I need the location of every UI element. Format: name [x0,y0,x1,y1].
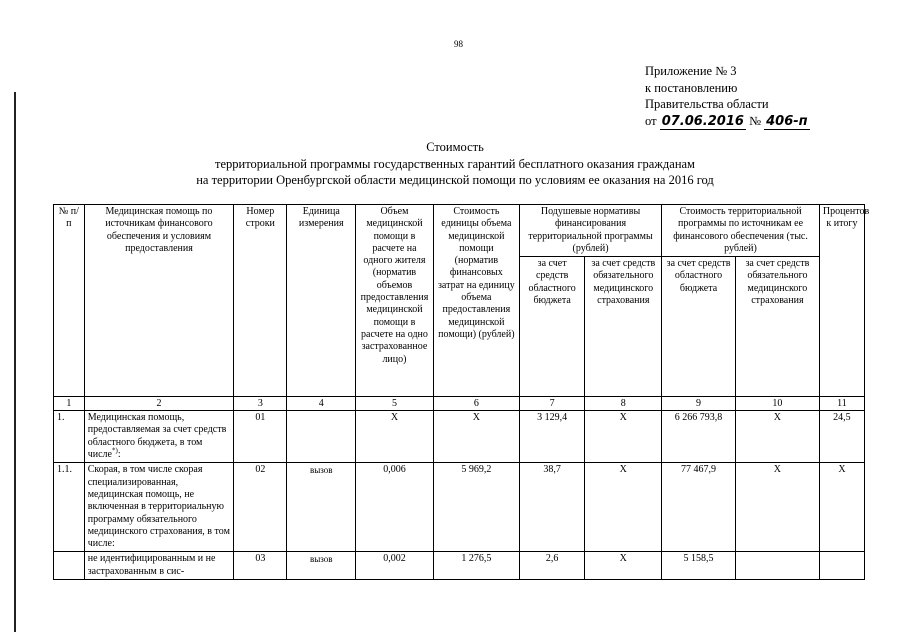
column-number-row [54,397,865,411]
column-number: 2 [84,397,234,411]
header-unit-cost: Стоимость единицы объема медицинской помощи (норматив финансовых затрат на единицу объема предоставления медицинской помощи) (рублей) [433,205,519,397]
number-prefix: № [749,113,761,128]
row-norm-budget: 2,6 [519,552,585,580]
title-line-2: территориальной программы государственных гарантий бесплатного оказания гражданам [215,156,695,171]
column-number: 8 [585,397,662,411]
header-num: № п/п [54,205,85,397]
row-line: 03 [234,552,287,580]
row-unit [287,411,356,463]
row-total-budget: 77 467,9 [662,463,736,552]
appendix-line-3: Правительства области [645,97,769,111]
table-row [54,552,865,580]
row-percent: 24,5 [819,411,864,463]
column-number: 10 [735,397,819,411]
appendix-block [645,63,810,130]
header-total-oms: за счет средств обязательного медицинского страхования [735,257,819,397]
appendix-date-line [645,113,810,130]
date-prefix: от [645,113,657,128]
title-line-1: Стоимость [426,140,484,154]
header-total-budget: за счет средств областного бюджета [662,257,736,397]
row-norm-budget: 3 129,4 [519,411,585,463]
header-per-capita-group: Подушевые нормативы финансирования территориальной программы (рублей) [519,205,661,257]
row-line: 02 [234,463,287,552]
row-cost: 5 969,2 [433,463,519,552]
header-row-1 [54,205,865,257]
row-name: не идентифицированным и не застрахованным в сис- [84,552,234,580]
row-norm-oms: X [585,411,662,463]
page-edge-line [14,92,16,632]
row-num [54,552,85,580]
row-total-oms [735,552,819,580]
row-num: 1. [54,411,85,463]
header-volume: Объем медицинской помощи в расчете на одного жителя (норматив объемов предоставления медицинской помощи в расчете на одно застрахованное лицо) [356,205,434,397]
header-total-cost-group: Стоимость территориальной программы по источникам ее финансового обеспечения (тыс. рублей) [662,205,820,257]
row-total-oms: X [735,411,819,463]
handwritten-date: 07.06.2016 [661,113,744,129]
header-percent: Процентов к итогу [819,205,864,397]
row-norm-oms: X [585,552,662,580]
column-number: 1 [54,397,85,411]
row-total-oms: X [735,463,819,552]
row-name-text: Медицинская помощь, предоставляемая за счет средств областного бюджета, в том числе [87,412,227,461]
row-unit: вызов [287,552,356,580]
cost-table [53,204,870,580]
row-total-budget: 5 158,5 [662,552,736,580]
column-number: 9 [662,397,736,411]
row-name: Скорая, в том числе скорая специализированная, медицинская помощь, не включенная в территориальную программу обязательного медицинского страхования, в том числе: [84,463,234,552]
title-line-3: на территории Оренбургской области медицинской помощи по условиям ее оказания на 2016 год [196,173,714,187]
row-cost: 1 276,5 [433,552,519,580]
row-name [84,411,234,463]
header-unit: Единица измерения [287,205,356,397]
row-volume: 0,002 [356,552,434,580]
header-care-type: Медицинская помощь по источникам финансового обеспечения и условиям предоставления [84,205,234,397]
column-number: 5 [356,397,434,411]
column-number: 3 [234,397,287,411]
row-norm-oms: X [585,463,662,552]
page-number: 98 [454,39,463,49]
header-norm-budget: за счет средств областного бюджета [519,257,585,397]
row-percent [819,552,864,580]
document-title [120,139,790,189]
row-volume: X [356,411,434,463]
column-number: 11 [819,397,864,411]
table-row [54,411,865,463]
footnote-mark: *) [111,446,118,455]
row-percent: X [819,463,864,552]
row-line: 01 [234,411,287,463]
header-line-number: Номер строки [234,205,287,397]
appendix-line-1: Приложение № 3 [645,64,737,78]
column-number: 7 [519,397,585,411]
header-norm-oms: за счет средств обязательного медицинского страхования [585,257,662,397]
table-row [54,463,865,552]
row-volume: 0,006 [356,463,434,552]
column-number: 4 [287,397,356,411]
row-name-suffix: : [117,449,121,461]
row-total-budget: 6 266 793,8 [662,411,736,463]
row-unit: вызов [287,463,356,552]
row-num: 1.1. [54,463,85,552]
row-cost: X [433,411,519,463]
handwritten-number: 406-п [766,113,808,129]
appendix-line-2: к постановлению [645,80,738,95]
row-norm-budget: 38,7 [519,463,585,552]
column-number: 6 [433,397,519,411]
